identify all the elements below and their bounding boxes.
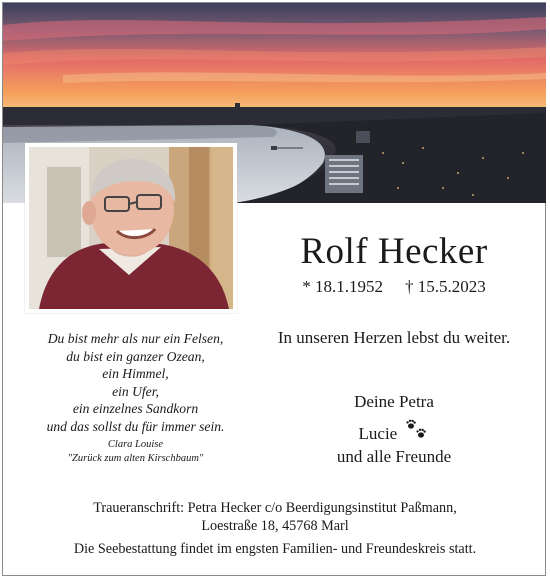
poem-line: und das sollst du für immer sein.: [46, 418, 225, 434]
mourner-line-3: und alle Freunde: [336, 447, 452, 466]
deceased-name: Rolf Hecker: [300, 231, 488, 272]
mourning-address-line-1: Traueranschrift: Petra Hecker c/o Beerdigungsinstitut Paßmann,: [93, 500, 457, 516]
poem-source: "Zurück zum alten Kirschbaum": [67, 453, 204, 464]
poem-line: ein einzelnes Sandkorn: [72, 401, 199, 416]
paw-prints-icon: [405, 419, 429, 446]
portrait-photo: [25, 143, 237, 313]
poem-author: Clara Louise: [107, 439, 164, 450]
poem: [18, 330, 253, 435]
mourner-line-1: Deine Petra: [354, 392, 434, 411]
poem-line: du bist ein ganzer Ozean,: [66, 348, 205, 364]
poem-line: ein Ufer,: [112, 383, 159, 399]
death-date: † 15.5.2023: [405, 277, 486, 296]
mourner-name-lucie: Lucie: [358, 424, 398, 443]
poem-credit: [18, 438, 253, 466]
poem-line: ein Himmel,: [102, 366, 169, 381]
motto: In unseren Herzen lebst du weiter.: [277, 328, 511, 347]
mourning-address-line-2: Loestraße 18, 45768 Marl: [201, 518, 349, 534]
mourner-line-2: [262, 419, 526, 446]
birth-date: * 18.1.1952: [302, 277, 383, 296]
burial-note: Die Seebestattung findet im engsten Familien- und Freundeskreis statt.: [73, 541, 477, 557]
poem-line: Du bist mehr als nur ein Felsen,: [47, 331, 224, 346]
life-dates: [260, 277, 528, 297]
